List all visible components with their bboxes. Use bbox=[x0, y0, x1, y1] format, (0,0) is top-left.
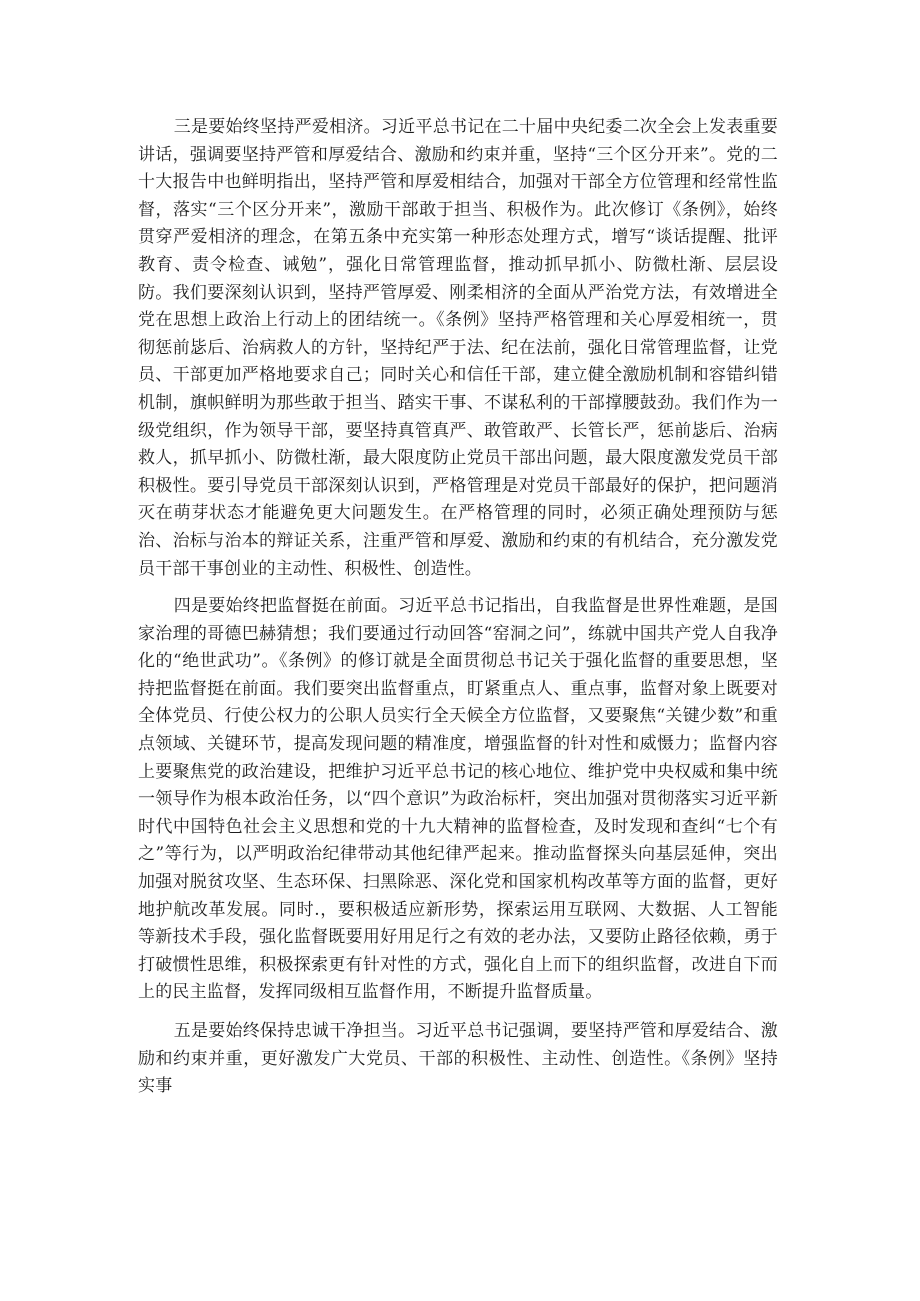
paragraph-five: 五是要始终保持忠诚干净担当。习近平总书记强调，要坚持严管和厚爱结合、激励和约束并重，更好激发广大党员、干部的积极性、主动性、创造性。《条例》坚持实事 bbox=[138, 1021, 778, 1097]
paragraph-four: 四是要始终把监督挺在前面。习近平总书记指出，自我监督是世界性难题，是国家治理的哥德巴赫猜想；我们要通过行动回答“窑洞之问”，练就中国共产党人自我净化的“绝世武功”。《条例》的修订就是全面贯彻总书记关于强化监督的重要思想，坚持把监督挺在前面。我们要突出监督重点，盯紧重点人、重点事，监督对象上既要对全体党员、行使公权力的公职人员实行全天候全方位监督，又要聚焦“关键少数”和重点领域、关键环节，提高发现问题的精准度，增强监督的针对性和威慑力；监督内容上要聚焦党的政治建设，把维护习近平总书记的核心地位、维护党中央权威和集中统一领导作为根本政治任务，以“四个意识”为政治标杆，突出加强对贯彻落实习近平新时代中国特色社会主义思想和党的十九大精神的监督检查，及时发现和查纠“七个有之”等行为，以严明政治纪律带动其他纪律严起来。推动监督探头向基层延伸，突出加强对脱贫攻坚、生态环保、扫黑除恶、深化党和国家机构改革等方面的监督，更好地护航改革发展。同时.，要积极适应新形势，探索运用互联网、大数据、人工智能等新技术手段，强化监督既要用好用足行之有效的老办法，又要防止路径依赖，勇于打破惯性思维，积极探索更有针对性的方式，强化自上而下的组织监督，改进自下而上的民主监督，发挥同级相互监督作用，不断提升监督质量。 bbox=[138, 596, 778, 1003]
document-body bbox=[138, 114, 778, 1101]
paragraph-three: 三是要始终坚持严爱相济。习近平总书记在二十届中央纪委二次全会上发表重要讲话，强调要坚持严管和厚爱结合、激励和约束并重，坚持“三个区分开来”。党的二十大报告中也鲜明指出，坚持严管和厚爱相结合，加强对干部全方位管理和经常性监督，落实“三个区分开来”，激励干部敢于担当、积极作为。此次修订《条例》，始终贯穿严爱相济的理念，在第五条中充实第一种形态处理方式，增写“谈话提醒、批评教育、责令检查、诫勉”，强化日常管理监督，推动抓早抓小、防微杜渐、层层设防。我们要深刻认识到，坚持严管厚爱、刚柔相济的全面从严治党方法，有效增进全党在思想上政治上行动上的团结统一。《条例》坚持严格管理和关心厚爱相统一，贯彻惩前毖后、治病救人的方针，坚持纪严于法、纪在法前，强化日常管理监督，让党员、干部更加严格地要求自己；同时关心和信任干部，建立健全激励机制和容错纠错机制，旗帜鲜明为那些敢于担当、踏实干事、不谋私利的干部撑腰鼓劲。我们作为一级党组织，作为领导干部，要坚持真管真严、敢管敢严、长管长严，惩前毖后、治病救人，抓早抓小、防微杜渐，最大限度防止党员干部出问题，最大限度激发党员干部积极性。要引导党员干部深刻认识到，严格管理是对党员干部最好的保护，把问题消灭在萌芽状态才能避免更大问题发生。在严格管理的同时，必须正确处理预防与惩治、治标与治本的辩证关系，注重严管和厚爱、激励和约束的有机结合，充分激发党员干部干事创业的主动性、积极性、创造性。 bbox=[138, 117, 778, 579]
